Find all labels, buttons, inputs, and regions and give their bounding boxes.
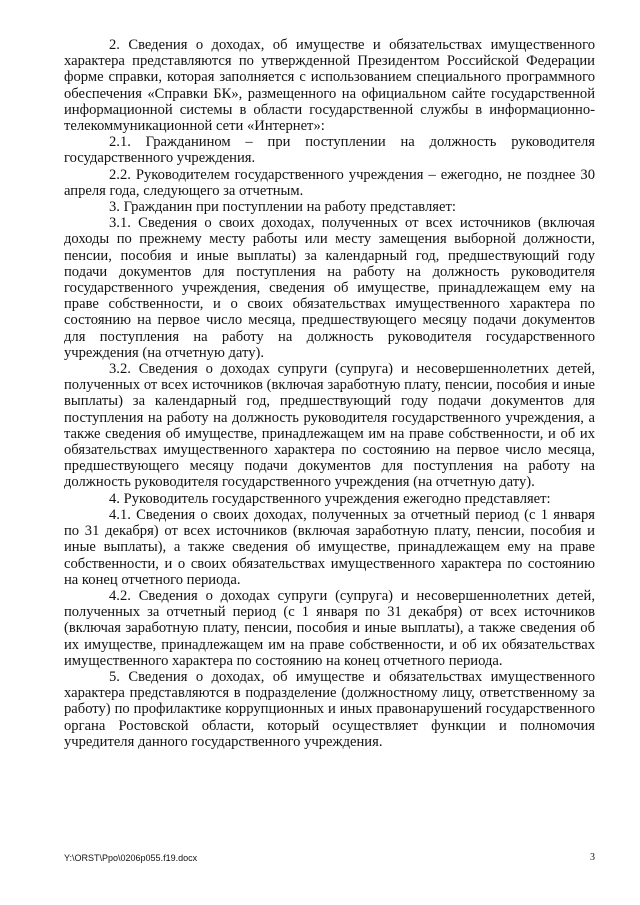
paragraph-4-2: 4.2. Сведения о доходах супруги (супруга) и несовершеннолетних детей, полученных за отчетный период (с 1 января по 31 декабря) от всех источников (включая заработную плату, пенсии, пособия и иные выплаты), а также сведения об их имуществе, принадлежащем им на праве собственности, и об их обязательствах имущественного характера по состоянию на конец отчетного периода. <box>64 587 595 669</box>
paragraph-3: 3. Гражданин при поступлении на работу представляет: <box>109 199 456 216</box>
paragraph-3-2: 3.2. Сведения о доходах супруги (супруга) и несовершеннолетних детей, полученных от всех источников (включая заработную плату, пенсии, пособия и иные выплаты) за календарный год, предшествующий году подачи документов для поступления на работу на должность руководителя государственного учреждения, а также сведения об имуществе, принадлежащем им на праве собственности, и об их обязательствах имущественного характера по состоянию на первое число месяца, предшествующего месяцу подачи документов для поступления на работу на должность руководителя государственного учреждения (на отчетную дату). <box>64 361 595 491</box>
paragraph-2-2: 2.2. Руководителем государственного учреждения – ежегодно, не позднее 30 апреля года, следующего за отчетным. <box>64 166 595 199</box>
paragraph-4-1: 4.1. Сведения о своих доходах, полученных за отчетный период (с 1 января по 31 декабря) от всех источников (включая заработную плату, пенсии, пособия и иные выплаты), а также сведения об имуществе, принадлежащем ему на праве собственности, и о своих обязательствах имущественного характера по состоянию на конец отчетного периода. <box>64 506 595 588</box>
paragraph-5: 5. Сведения о доходах, об имуществе и обязательствах имущественного характера представляются в подразделение (должностному лицу, ответственному за работу) по профилактике коррупционных и иных правонарушений государственного органа Ростовской области, который осуществляет функции и полномочия учредителя данного государственного учреждения. <box>64 668 595 750</box>
page-number: 3 <box>590 852 595 863</box>
paragraph-3-1: 3.1. Сведения о своих доходах, полученных от всех источников (включая доходы по прежнему месту работы или месту замещения выборной должности, пенсии, пособия и иные выплаты) за календарный год, предшествующий году подачи документов для поступления на работу на должность руководителя государственного учреждения, сведения об имуществе, принадлежащем ему на праве собственности, и о своих обязательствах имущественного характера по состоянию на первое число месяца, предшествующего месяцу подачи документов для поступления на работу на должность руководителя государственного учреждения (на отчетную дату). <box>64 215 595 361</box>
document-body <box>64 37 595 750</box>
footer-file-path: Y:\ORST\Ppo\0206p055.f19.docx <box>64 853 198 863</box>
paragraph-2-1: 2.1. Гражданином – при поступлении на должность руководителя государственного учреждения. <box>64 134 595 167</box>
paragraph-2: 2. Сведения о доходах, об имуществе и обязательствах имущественного характера представляются по утвержденной Президентом Российской Федерации форме справки, которая заполняется с использованием специального программного обеспечения «Справки БК», размещенного на официальном сайте государственной информационной системы в области государственной службы в информационно-телекоммуникационной сети «Интернет»: <box>64 37 595 135</box>
paragraph-4: 4. Руководитель государственного учреждения ежегодно представляет: <box>109 490 551 507</box>
